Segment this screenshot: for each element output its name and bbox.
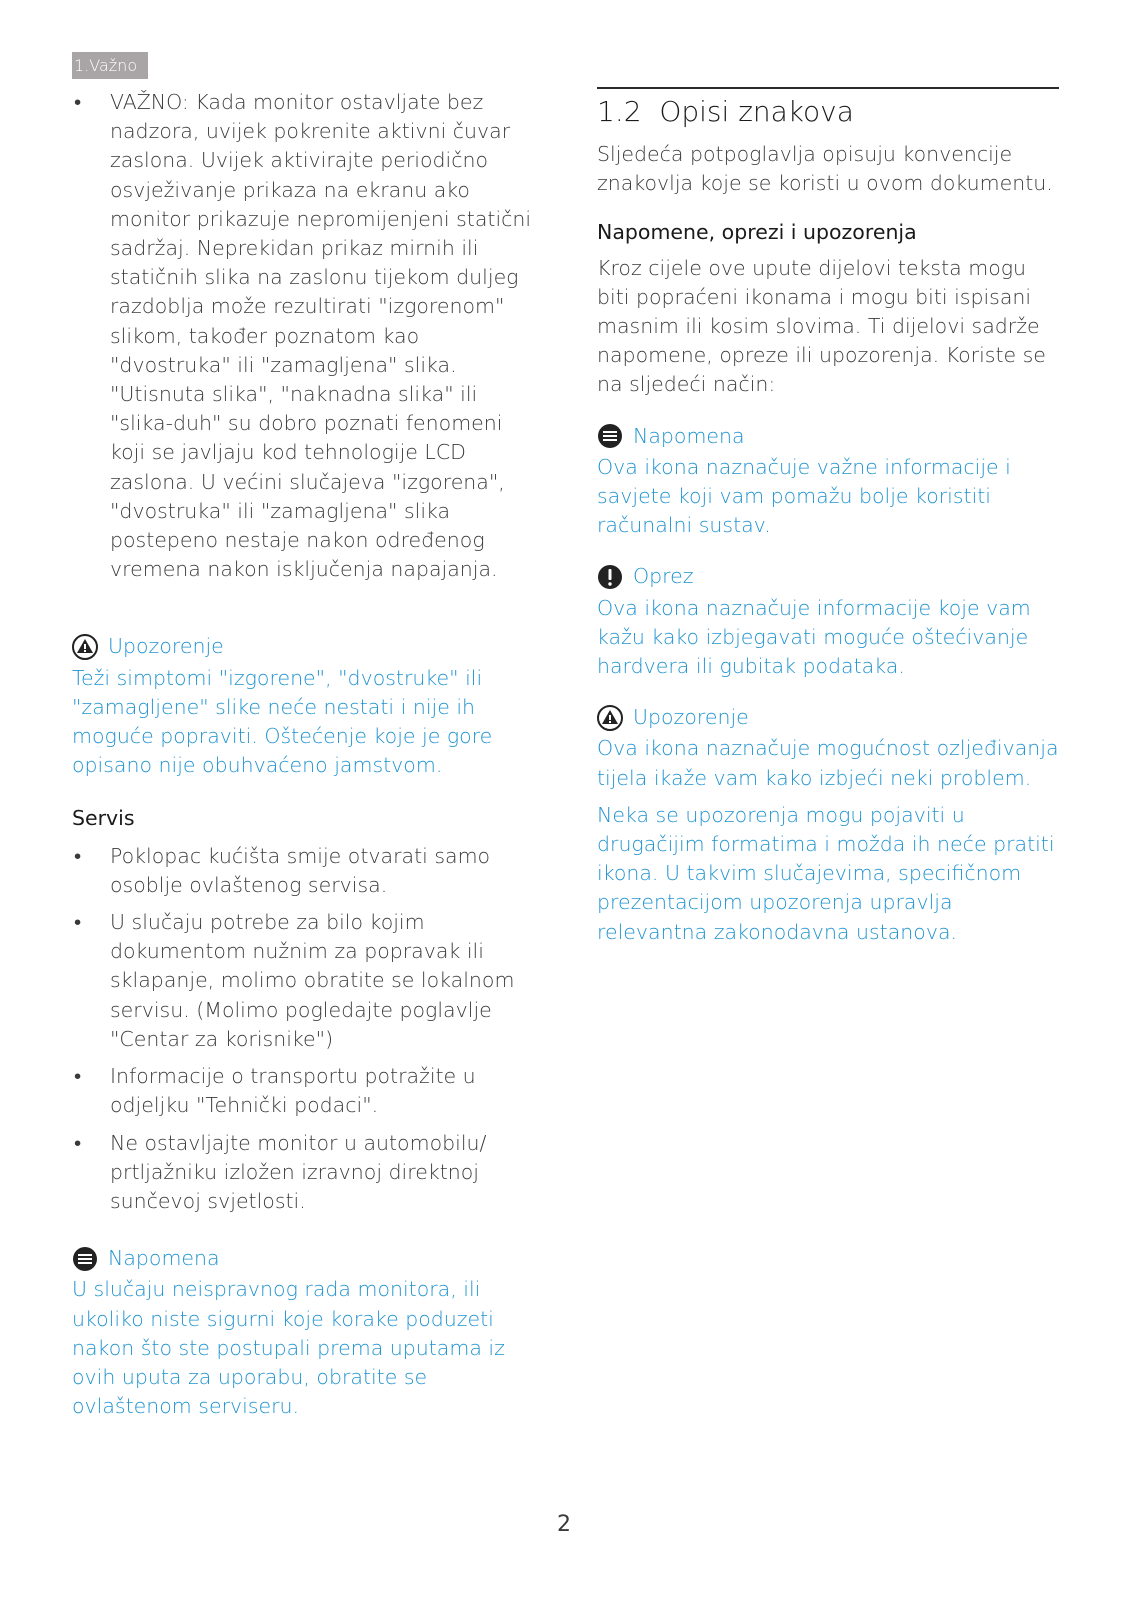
list-item — [72, 88, 542, 584]
warning-heading — [597, 703, 1059, 732]
sub-text: Kroz cijele ove upute dijelovi teksta mogu biti popraćeni ikonama i mogu biti ispisani masnim ili kosim slovima. Ti dijelovi sadrže napomene, opreze ili upozorenja. Koriste se na sljedeći način: — [597, 255, 1046, 397]
note-title: Napomena — [108, 1246, 220, 1271]
note-heading — [72, 1244, 542, 1273]
list-item: • Informacije o transportu potražite u odjeljku "Tehnički podaci". — [72, 1062, 542, 1120]
list-item: • U slučaju potrebe za bilo kojim dokumentom nužnim za popravak ili sklapanje, molimo obratite se lokalnom servisu. (Molimo pogledajte poglavlje "Centar za korisnike") — [72, 908, 542, 1054]
caution-title: Oprez — [633, 564, 694, 589]
warning-heading — [72, 632, 542, 661]
caution-icon — [597, 564, 623, 590]
sub-title: Napomene, oprezi i upozorenja — [597, 220, 917, 245]
page-number: 2 — [557, 1512, 571, 1537]
servis-title: Servis — [72, 806, 135, 831]
warning-title: Upozorenje — [633, 705, 749, 730]
servis-list — [72, 842, 542, 1216]
right-column — [597, 88, 1059, 947]
note-icon — [597, 423, 623, 449]
section-tab: 1.Važno — [72, 52, 148, 79]
section-title: Opisi znakova — [659, 95, 854, 128]
final-text: Neka se upozorenja mogu pojaviti u drugačijim formatima i možda ih neće pratiti ikona. U takvim slučajevima, specifičnom prezentacijom upozorenja upravlja relevantna zakonodavna ustanova. — [597, 802, 1055, 944]
important-bullet-text-2: "Utisnuta slika", "naknadna slika" ili "slika-duh" su dobro poznati fenomeni koji se javljaju kod tehnologije LCD zaslona. U većini slučajeva "izgorena", "dvostruka" ili "zamagljena" slika postepeno nestaje nakon određenog vremena nakon isključenja napajanja. — [110, 382, 505, 582]
note-text: U slučaju neispravnog rada monitora, ili ukoliko niste sigurni koje korake poduzeti nakon što ste postupali prema uputama iz ovih uputa za uporabu, obratite se ovlaštenom serviseru. — [72, 1277, 505, 1419]
warning-text: Teži simptomi "izgorene", "dvostruke" ili "zamagljene" slike neće nestati i nije ih moguće popraviti. Oštećenje koje je gore opisano nije obuhvaćeno jamstvom. — [72, 665, 493, 778]
caution-heading — [597, 562, 1059, 591]
note-icon — [72, 1246, 98, 1272]
list-item: • Ne ostavljajte monitor u automobilu/ prtljažniku izložen izravnoj direktnoj sunčevoj svjetlosti. — [72, 1129, 542, 1217]
list-item: • Poklopac kućišta smije otvarati samo osoblje ovlaštenog servisa. — [72, 842, 542, 900]
intro-text: Sljedeća potpoglavlja opisuju konvencije znakovlja koje se koristi u ovom dokumentu. — [597, 142, 1053, 196]
warning-text: Ova ikona naznačuje mogućnost ozljeđivanja tijela ikaže vam kako izbjeći neki problem. — [597, 736, 1059, 790]
note-text: Ova ikona naznačuje važne informacije i savjete koji vam pomažu bolje koristiti računalni sustav. — [597, 454, 1011, 538]
section-heading — [597, 94, 1059, 130]
section-number: 1.2 — [597, 95, 642, 128]
warning-title: Upozorenje — [108, 634, 224, 659]
important-list — [72, 88, 542, 584]
important-bullet-text: • VAŽNO: Kada monitor ostavljate bez nadzora, uvijek pokrenite aktivni čuvar zaslona. Uvijek aktivirajte periodično osvježivanje prikaza na ekranu ako monitor prikazuje nepromijenjeni statični sadržaj. Neprekidan prikaz mirnih ili statičnih slika na zaslonu tijekom duljeg razdoblja može rezultirati "izgorenom" slikom, također poznatom kao "dvostruka" ili "zamagljena" slika. — [110, 90, 532, 377]
warning-icon — [72, 634, 98, 660]
left-column — [72, 88, 542, 1421]
note-heading — [597, 422, 1059, 451]
warning-icon — [597, 705, 623, 731]
note-title: Napomena — [633, 423, 745, 448]
caution-text: Ova ikona naznačuje informacije koje vam kažu kako izbjegavati moguće oštećivanje hardvera ili gubitak podataka. — [597, 595, 1031, 679]
